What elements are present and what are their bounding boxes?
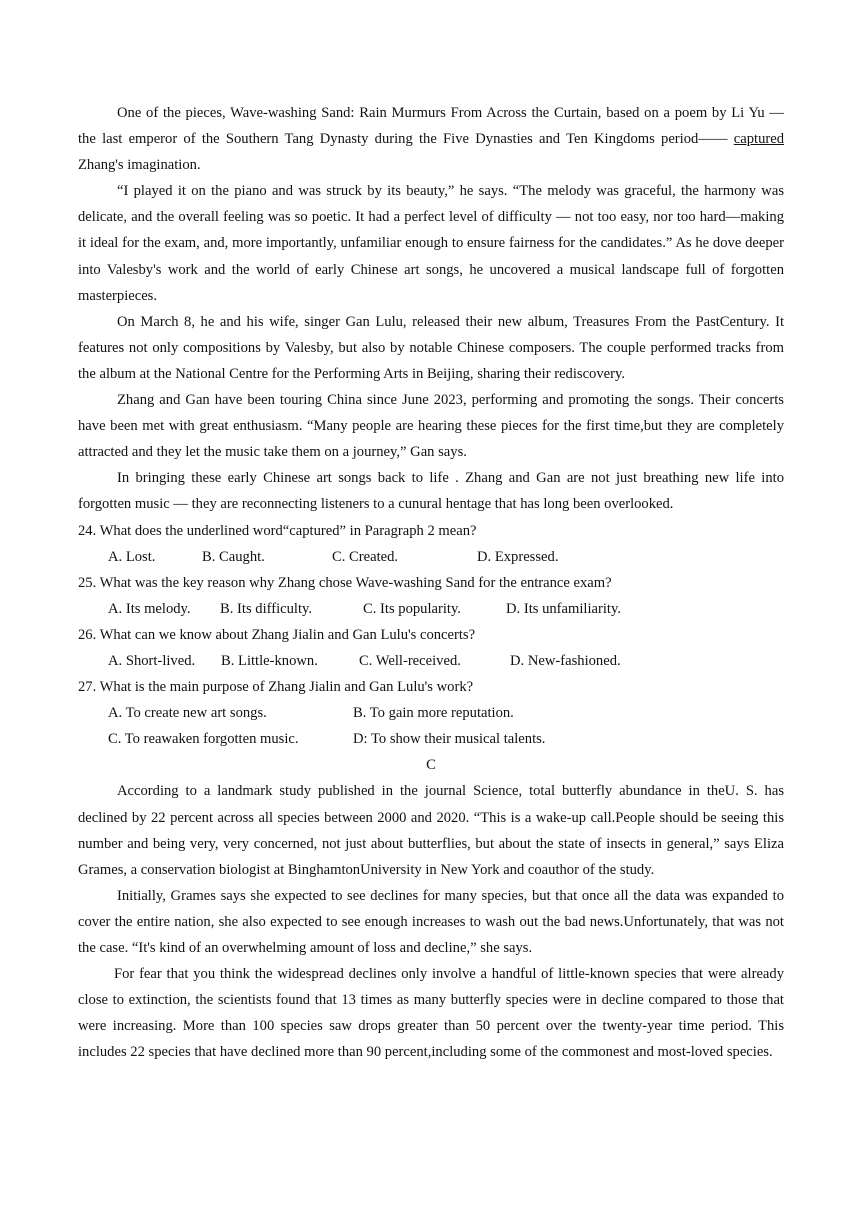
question-26: 26. What can we know about Zhang Jialin and Gan Lulu's concerts? [78, 626, 476, 643]
option-b: B. To gain more reputation. [353, 705, 514, 722]
option-d: D. Its unfamiliarity. [506, 600, 621, 617]
option-d: D: To show their musical talents. [353, 731, 546, 748]
paragraph-c2: Initially, Grames says she expected to see declines for many species, but that once all the data was expanded to cover the entire nation, she also expected to see enough increases to wash out the bad news.Unfortunately, that was not the case. “It's kind of an overwhelming amount of loss and decline,” she says. [78, 887, 784, 956]
paragraph-c3: For fear that you think the widespread declines only involve a handful of little-known species that were already close to extinction, the scientists found that 13 times as many butterfly species were in decline compared to those that were increasing. More than 100 species saw drops greater than 50 percent over the twenty-year time period. This includes 22 species that have declined more than 90 percent,including some of the commonest and most-loved species. [78, 966, 784, 1061]
question-27: 27. What is the main purpose of Zhang Jialin and Gan Lulu's work? [78, 679, 474, 696]
paragraph-text: Zhang's imagination. [78, 157, 201, 174]
section-heading-c: C [426, 757, 436, 774]
option-b: B. Its difficulty. [220, 600, 313, 617]
paragraph-b5: In bringing these early Chinese art songs back to life . Zhang and Gan are not just breathing new life into forgotten music — they are reconnecting listeners to a cunural hentage that has long been overlooked. [78, 470, 784, 513]
option-a: A. Its melody. [108, 600, 191, 617]
underlined-word: captured [733, 131, 785, 148]
option-c: C. To reawaken forgotten music. [108, 731, 299, 748]
question-27-options-row2 [78, 726, 784, 752]
option-b: B. Little-known. [221, 652, 318, 669]
option-c: C. Its popularity. [363, 600, 461, 617]
question-25: 25. What was the key reason why Zhang chose Wave-washing Sand for the entrance exam? [78, 574, 612, 591]
question-24: 24. What does the underlined word“captured” in Paragraph 2 mean? [78, 522, 477, 539]
option-a: A. Short-lived. [108, 652, 196, 669]
option-a: A. To create new art songs. [108, 705, 267, 722]
question-27-options-row1 [78, 700, 784, 726]
question-24-options [78, 544, 784, 570]
option-c: C. Well-received. [359, 652, 461, 669]
paragraph-text: One of the pieces, Wave-washing Sand: Rain Murmurs From Across the Curtain, based on a poem by Li Yu — the last emperor of the Southern Tang Dynasty during the Five Dynasties and Ten Kingdoms period—— [78, 105, 784, 148]
document-page [78, 100, 784, 1065]
paragraph-b3: On March 8, he and his wife, singer Gan Lulu, released their new album, Treasures From the PastCentury. It features not only compositions by Valesby, but also by notable Chinese composers. The couple performed tracks from the album at the National Centre for the Performing Arts in Beijing, sharing their rediscovery. [78, 313, 784, 382]
question-26-options [78, 648, 784, 674]
paragraph-b2: “I played it on the piano and was struck by its beauty,” he says. “The melody was graceful, the harmony was delicate, and the overall feeling was so poetic. It had a perfect level of difficulty — not too easy, nor too hard—making it ideal for the exam, and, more importantly, unfamiliar enough to ensure fairness for the candidates.” As he dove deeper into Valesby's work and the world of early Chinese art songs, he uncovered a musical landscape full of forgotten masterpieces. [78, 183, 784, 304]
paragraph-b4: Zhang and Gan have been touring China since June 2023, performing and promoting the songs. Their concerts have been met with great enthusiasm. “Many people are hearing these pieces for the first time,but they are completely attracted and they let the music take them on a journey,” Gan says. [78, 392, 784, 461]
option-d: D. Expressed. [477, 548, 559, 565]
option-a: A. Lost. [108, 548, 156, 565]
option-d: D. New-fashioned. [510, 652, 621, 669]
paragraph-b1 [78, 100, 784, 178]
option-c: C. Created. [332, 548, 399, 565]
paragraph-c1: According to a landmark study published in the journal Science, total butterfly abundance in theU. S. has declined by 22 percent across all species between 2000 and 2020. “This is a wake-up call.People should be seeing this number and being very, very concerned, not just about butterflies, but about the state of insects in general,” says Eliza Grames, a conservation biologist at BinghamtonUniversity in New York and coauthor of the study. [78, 783, 784, 878]
question-25-options [78, 596, 784, 622]
option-b: B. Caught. [202, 548, 265, 565]
